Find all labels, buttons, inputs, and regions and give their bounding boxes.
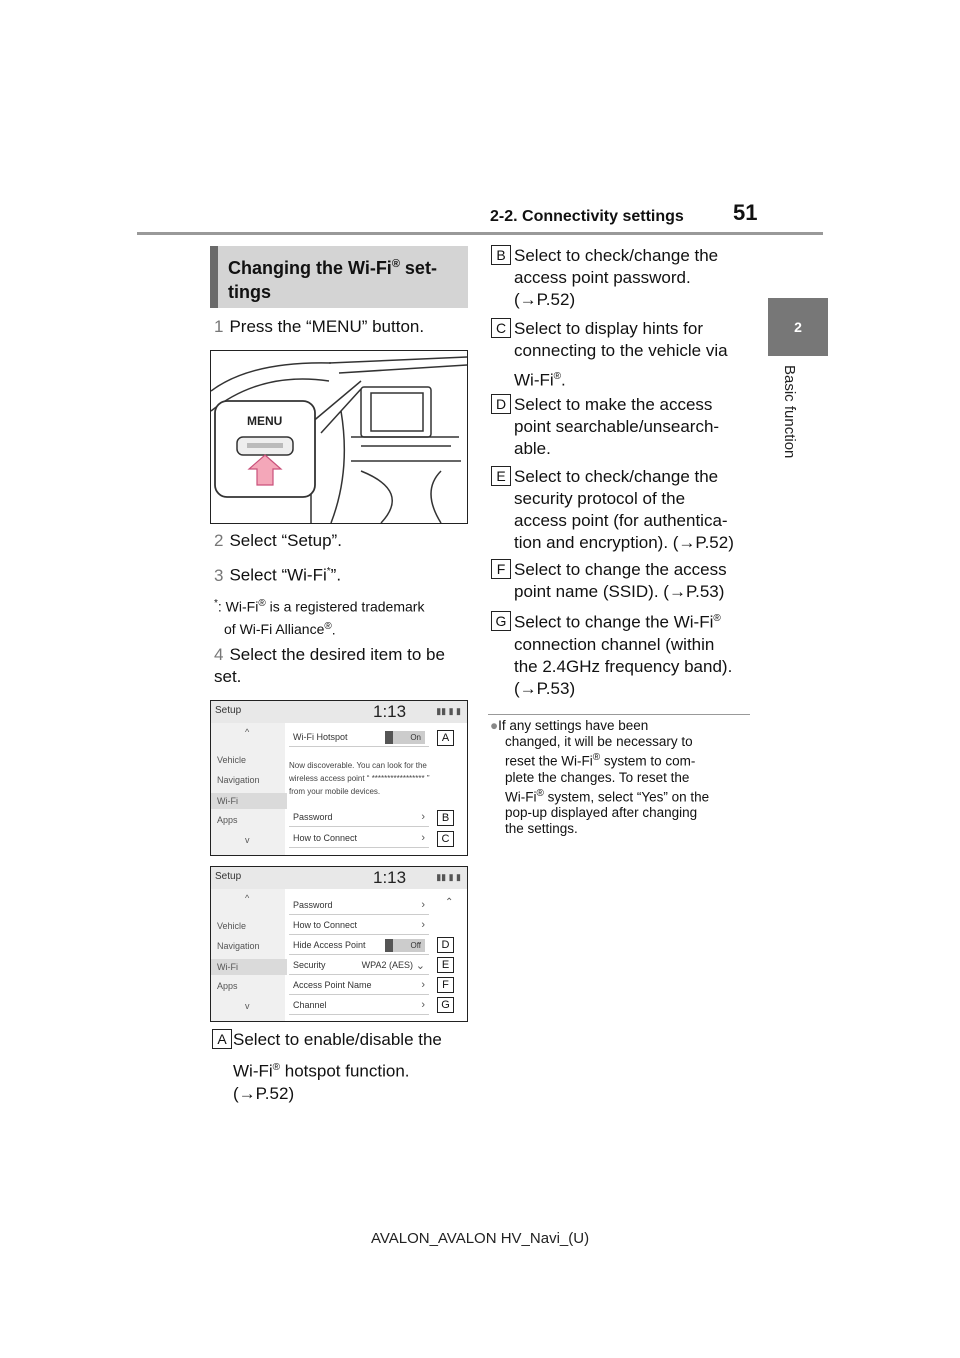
label-b: B <box>491 245 511 265</box>
screen-sidebar <box>211 723 285 855</box>
hotspot-toggle[interactable]: On <box>385 731 425 744</box>
item-b-text: Select to check/change the access point password. (→P.52) <box>514 246 719 309</box>
callout-c: C <box>437 831 454 847</box>
chevron-right-icon: › <box>421 979 425 991</box>
label-g: G <box>491 611 511 631</box>
chevron-right-icon: › <box>421 811 425 823</box>
label-f: F <box>491 559 511 579</box>
wifi-settings-screen-1 <box>210 700 468 856</box>
chevron-right-icon: › <box>421 832 425 844</box>
label-d: D <box>491 394 511 414</box>
label-c: C <box>491 318 511 338</box>
row-how-to-connect[interactable]: How to Connect › <box>289 830 429 848</box>
sidebar-item-navigation[interactable]: Navigation <box>217 941 260 951</box>
item-g-text: Select to change the Wi-Fi® connection channel (within the 2.4GHz frequency band). (→P.53) <box>514 612 733 698</box>
screen-sidebar <box>211 889 285 1021</box>
note-divider <box>488 714 750 715</box>
row-channel[interactable]: Channel › <box>289 997 429 1015</box>
row-wifi-hotspot[interactable]: Wi-Fi Hotspot On <box>289 729 429 747</box>
sidebar-down-icon[interactable]: v <box>245 835 250 845</box>
item-a-text: Select to enable/disable the Wi-Fi® hotspot function. (→P.52) <box>233 1030 442 1103</box>
row-how-to-connect[interactable]: How to Connect › <box>289 917 429 935</box>
chevron-down-icon: ⌄ <box>415 960 425 972</box>
hide-ap-toggle[interactable]: Off <box>385 939 425 952</box>
label-e: E <box>491 466 511 486</box>
chevron-right-icon: › <box>421 919 425 931</box>
sidebar-item-vehicle[interactable]: Vehicle <box>217 755 247 765</box>
callout-f: F <box>437 977 454 993</box>
row-hide-access-point[interactable]: Hide Access Point Off <box>289 937 429 955</box>
chevron-right-icon: › <box>421 899 425 911</box>
hotspot-description: Now discoverable. You can look for the wireless access point “ ***************** ” from your mobile devices. <box>289 761 430 796</box>
section-heading: Changing the Wi-Fi® set- tings <box>210 246 468 308</box>
status-icons: ▮▮ ▮ ▮ <box>436 872 461 882</box>
sidebar-item-wifi[interactable]: Wi-Fi <box>211 959 287 975</box>
screen-topbar: Setup 1:13 ▮▮ ▮ ▮ <box>211 701 467 723</box>
item-e-text: Select to check/change the security protocol of the access point (for authentica- tion and encryption). (→P.52) <box>514 467 734 552</box>
sidebar-up-icon[interactable]: ^ <box>245 727 250 737</box>
callout-d: D <box>437 937 454 953</box>
bullet-dot-icon: ● <box>490 718 499 733</box>
sidebar-down-icon[interactable]: v <box>245 1001 250 1011</box>
scroll-up-icon[interactable]: ⌃ <box>445 897 454 908</box>
callout-a: A <box>437 730 454 746</box>
row-password[interactable]: Password › <box>289 897 429 915</box>
callout-e: E <box>437 957 454 973</box>
page-number: 51 <box>733 200 758 225</box>
document-footer: AVALON_AVALON HV_Navi_(U) <box>370 1230 590 1247</box>
note-bullet: ●If any settings have been changed, it will be necessary to reset the Wi-Fi® system to com- plete the changes. To reset the Wi-Fi® system, select “Yes” on the pop-up displayed after changing the settings. <box>490 718 710 836</box>
trademark-footnote: *: Wi-Fi® is a registered trademark of Wi-Fi Alliance®. <box>214 598 425 638</box>
sidebar-item-navigation[interactable]: Navigation <box>217 775 260 785</box>
sidebar-item-vehicle[interactable]: Vehicle <box>217 921 247 931</box>
dashboard-illustration <box>211 351 467 523</box>
sidebar-item-apps[interactable]: Apps <box>217 981 238 991</box>
chapter-tab: 2 <box>768 298 828 356</box>
step-1: 1 Press the “MENU” button. <box>214 317 425 336</box>
callout-b: B <box>437 810 454 826</box>
chevron-right-icon: › <box>421 999 425 1011</box>
sidebar-up-icon[interactable]: ^ <box>245 893 250 903</box>
menu-label: MENU <box>247 414 283 428</box>
chapter-tab-label: Basic function <box>781 365 798 459</box>
step-3: 3 Select “Wi-Fi*”. <box>214 565 342 585</box>
sidebar-item-apps[interactable]: Apps <box>217 815 238 825</box>
header-rule <box>137 232 823 235</box>
row-password[interactable]: Password › <box>289 809 429 827</box>
callout-g: G <box>437 997 454 1013</box>
item-f-text: Select to change the access point name (SSID). (→P.53) <box>514 560 727 601</box>
item-d-text: Select to make the access point searchable/unsearch- able. <box>514 395 720 458</box>
menu-button-figure <box>210 350 468 524</box>
row-access-point-name[interactable]: Access Point Name › <box>289 977 429 995</box>
screen-topbar: Setup 1:13 ▮▮ ▮ ▮ <box>211 867 467 889</box>
step-4: 4 Select the desired item to be set. <box>214 645 445 686</box>
item-c-text: Select to display hints for connecting to the vehicle via Wi-Fi®. <box>514 319 728 390</box>
row-security[interactable]: Security WPA2 (AES) ⌄ <box>289 957 429 975</box>
sidebar-item-wifi[interactable]: Wi-Fi <box>211 793 287 809</box>
step-2: 2 Select “Setup”. <box>214 531 342 550</box>
section-title: 2-2. Connectivity settings <box>490 208 684 225</box>
label-a: A <box>212 1029 232 1049</box>
wifi-settings-screen-2 <box>210 866 468 1022</box>
status-icons: ▮▮ ▮ ▮ <box>436 706 461 716</box>
